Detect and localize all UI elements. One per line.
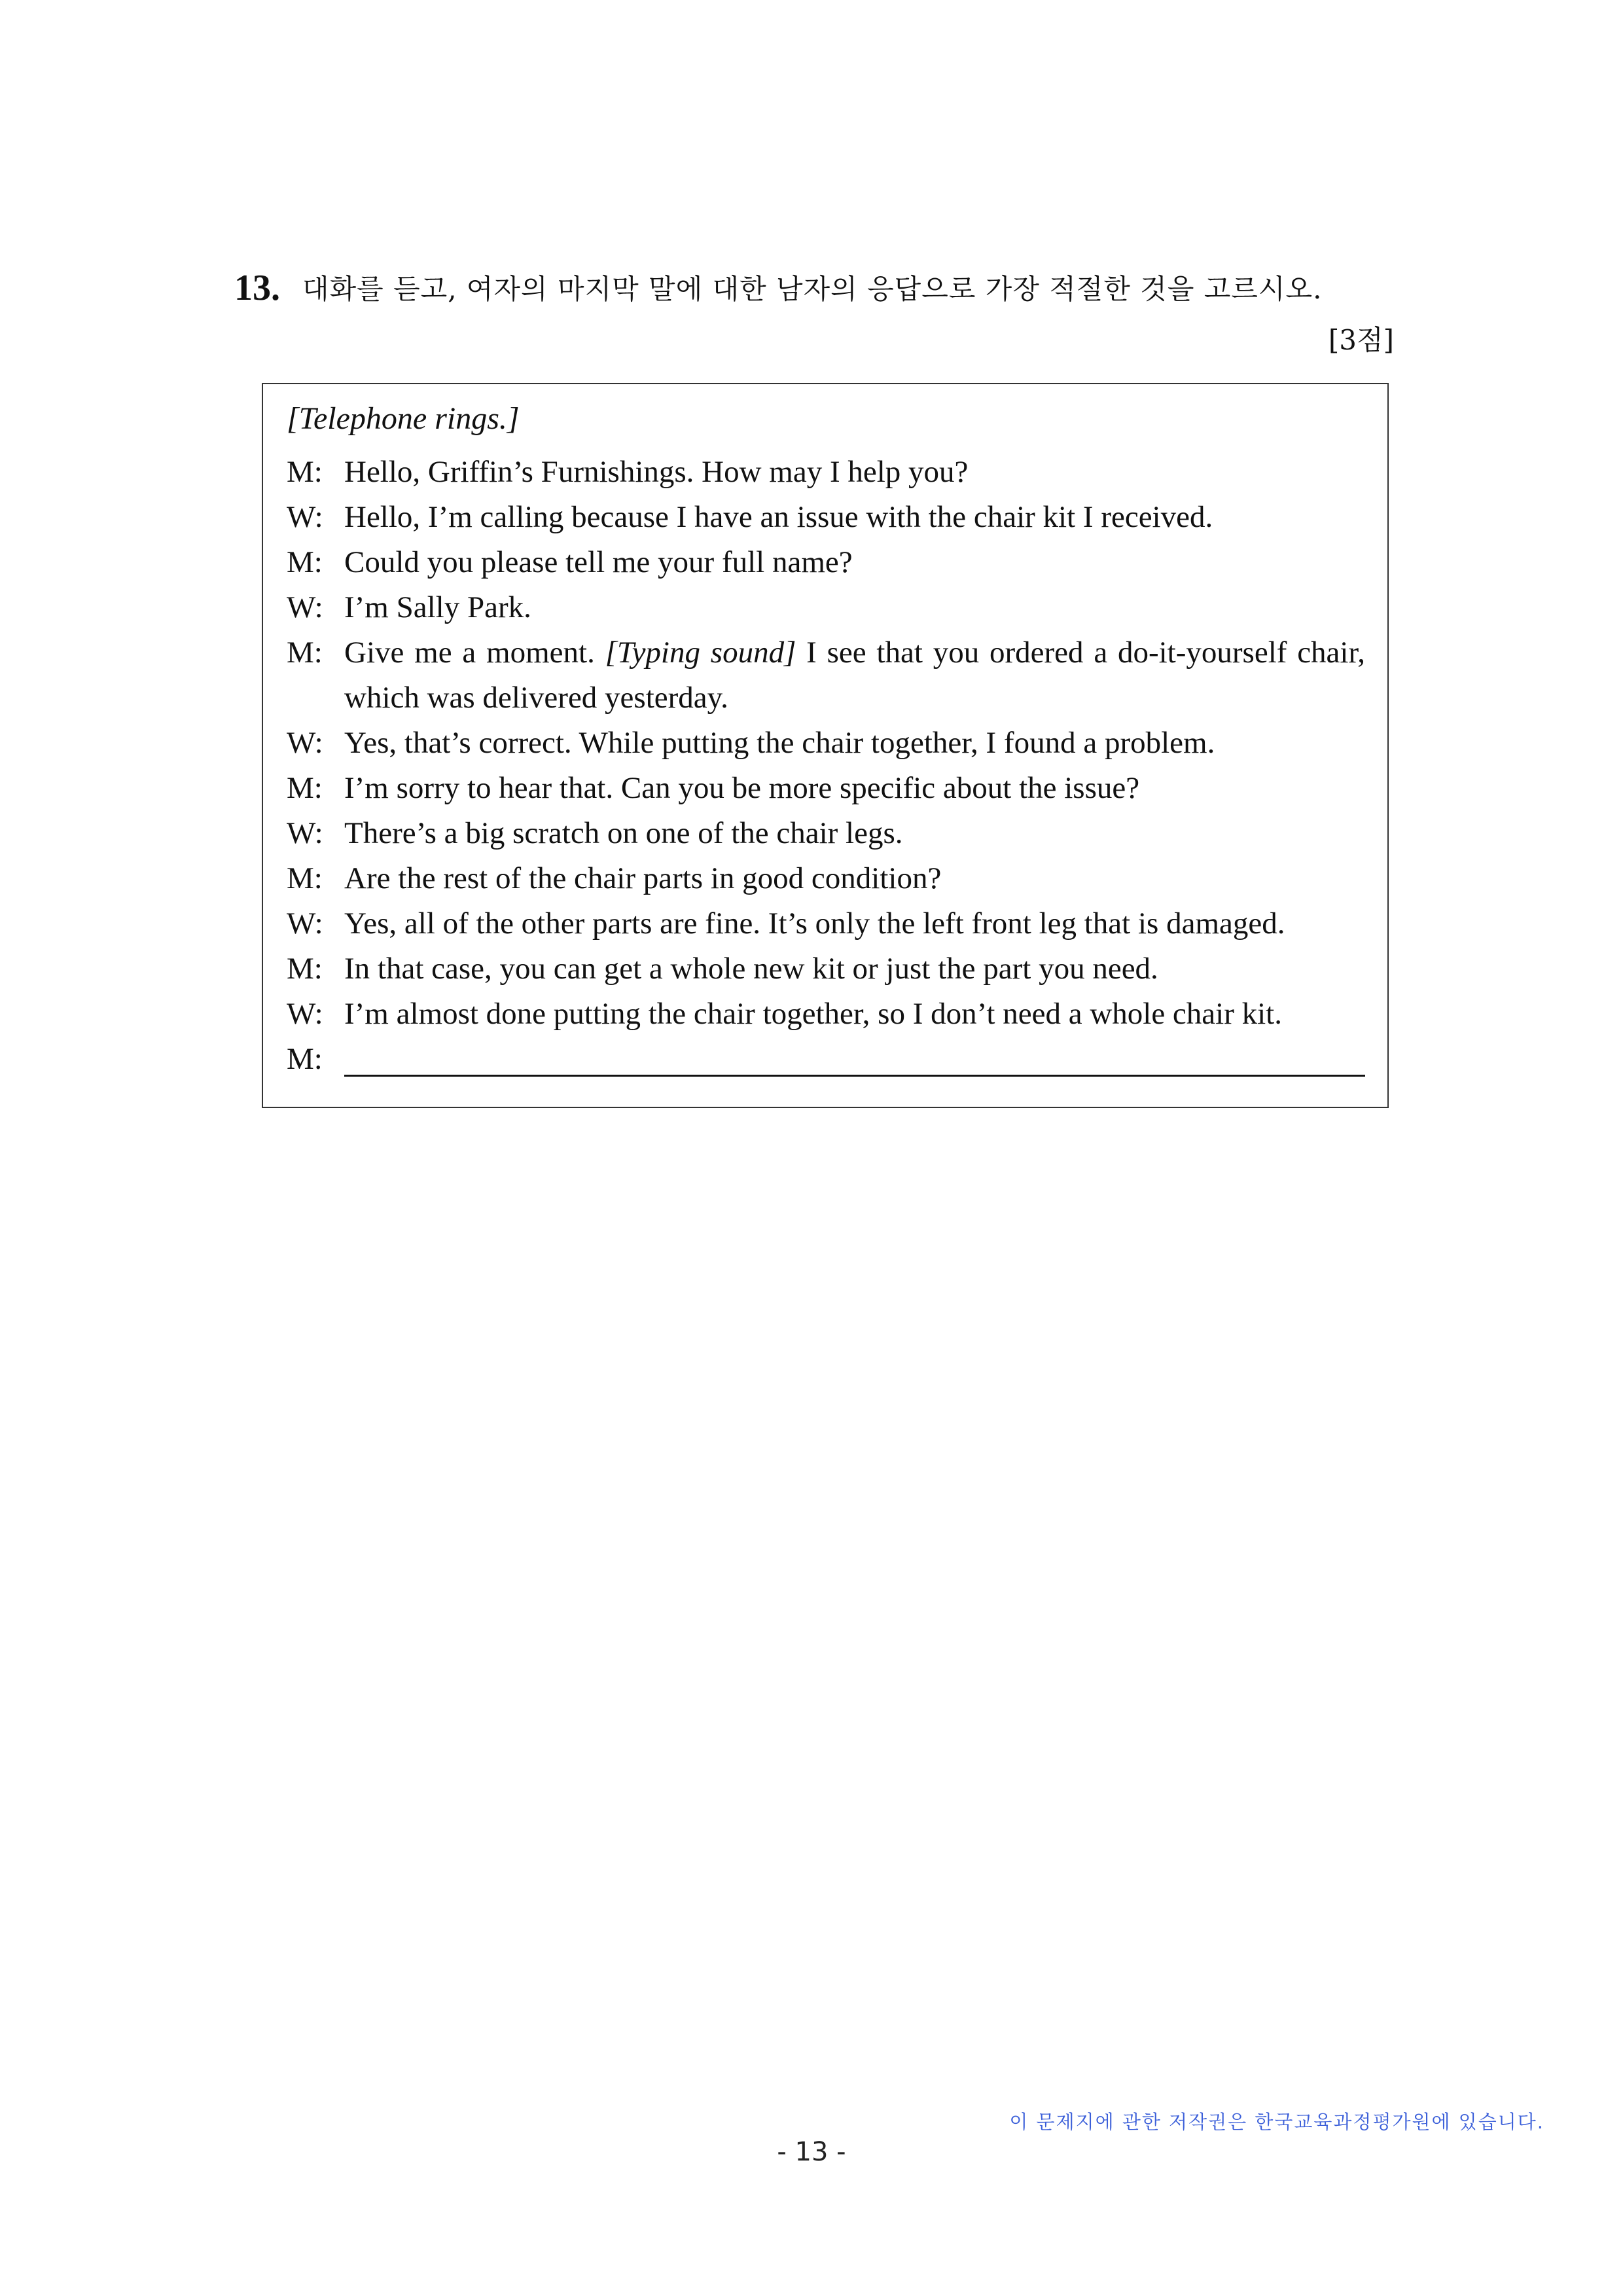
speaker-label: M: [287, 952, 323, 986]
dialogue-line [287, 540, 1365, 585]
utterance: Yes, that’s correct. While putting the chair together, I found a problem. [344, 726, 1215, 760]
answer-blank [344, 1037, 1365, 1077]
question-points: [3점] [1328, 324, 1394, 356]
utterance: I’m Sally Park. [344, 590, 531, 624]
speaker-label: W: [287, 500, 323, 534]
question-number: 13. [234, 268, 280, 308]
question-prompt: 대화를 듣고, 여자의 마지막 말에 대한 남자의 응답으로 가장 적절한 것을 고르시오. [302, 273, 1323, 305]
dialogue-line [287, 585, 1365, 630]
utterance: Could you please tell me your full name? [344, 545, 853, 579]
dialogue-line [287, 630, 1365, 721]
utterance: I’m almost done putting the chair together, so I don’t need a whole chair kit. [344, 997, 1282, 1031]
utterance [344, 630, 1365, 721]
dialogue-line [287, 811, 1365, 856]
dialogue-line [287, 766, 1365, 811]
speaker-label: W: [287, 726, 323, 760]
dialogue-line [287, 450, 1365, 495]
dialogue-line [287, 946, 1365, 992]
speaker-label: M: [287, 1042, 323, 1076]
utterance: In that case, you can get a whole new kit or just the part you need. [344, 952, 1158, 986]
dialogue-line [287, 901, 1365, 946]
speaker-label: W: [287, 997, 323, 1031]
inline-stage-direction: [Typing sound] [605, 636, 796, 670]
utterance: I’m sorry to hear that. Can you be more specific about the issue? [344, 771, 1140, 805]
speaker-label: W: [287, 816, 323, 850]
speaker-label: M: [287, 545, 323, 579]
utterance: Are the rest of the chair parts in good condition? [344, 861, 942, 895]
utterance: Hello, I’m calling because I have an issue with the chair kit I received. [344, 500, 1213, 534]
utterance: Yes, all of the other parts are fine. It’s only the left front leg that is damaged. [344, 906, 1285, 941]
dialogue-line [287, 856, 1365, 901]
listening-script-box [262, 383, 1389, 1108]
stage-direction: [Telephone rings.] [287, 401, 520, 436]
utterance: Hello, Griffin’s Furnishings. How may I help you? [344, 455, 969, 489]
speaker-label: W: [287, 906, 323, 941]
speaker-label: M: [287, 455, 323, 489]
speaker-label: M: [287, 636, 323, 670]
dialogue [287, 450, 1365, 1082]
dialogue-line [287, 721, 1365, 766]
utterance-part: Give me a moment. [344, 636, 595, 670]
dialogue-line [287, 1037, 1365, 1082]
speaker-label: W: [287, 590, 323, 624]
page-number: - 13 - [777, 2137, 846, 2167]
utterance: There’s a big scratch on one of the chair legs. [344, 816, 903, 850]
dialogue-line [287, 992, 1365, 1037]
copyright-notice: 이 문제지에 관한 저작권은 한국교육과정평가원에 있습니다. [1009, 2111, 1544, 2133]
speaker-label: M: [287, 771, 323, 805]
dialogue-line [287, 495, 1365, 540]
speaker-label: M: [287, 861, 323, 895]
utterance-part: I see that you ordered a do-it-yourself chair, which was delivered yesterday. [344, 636, 1365, 715]
